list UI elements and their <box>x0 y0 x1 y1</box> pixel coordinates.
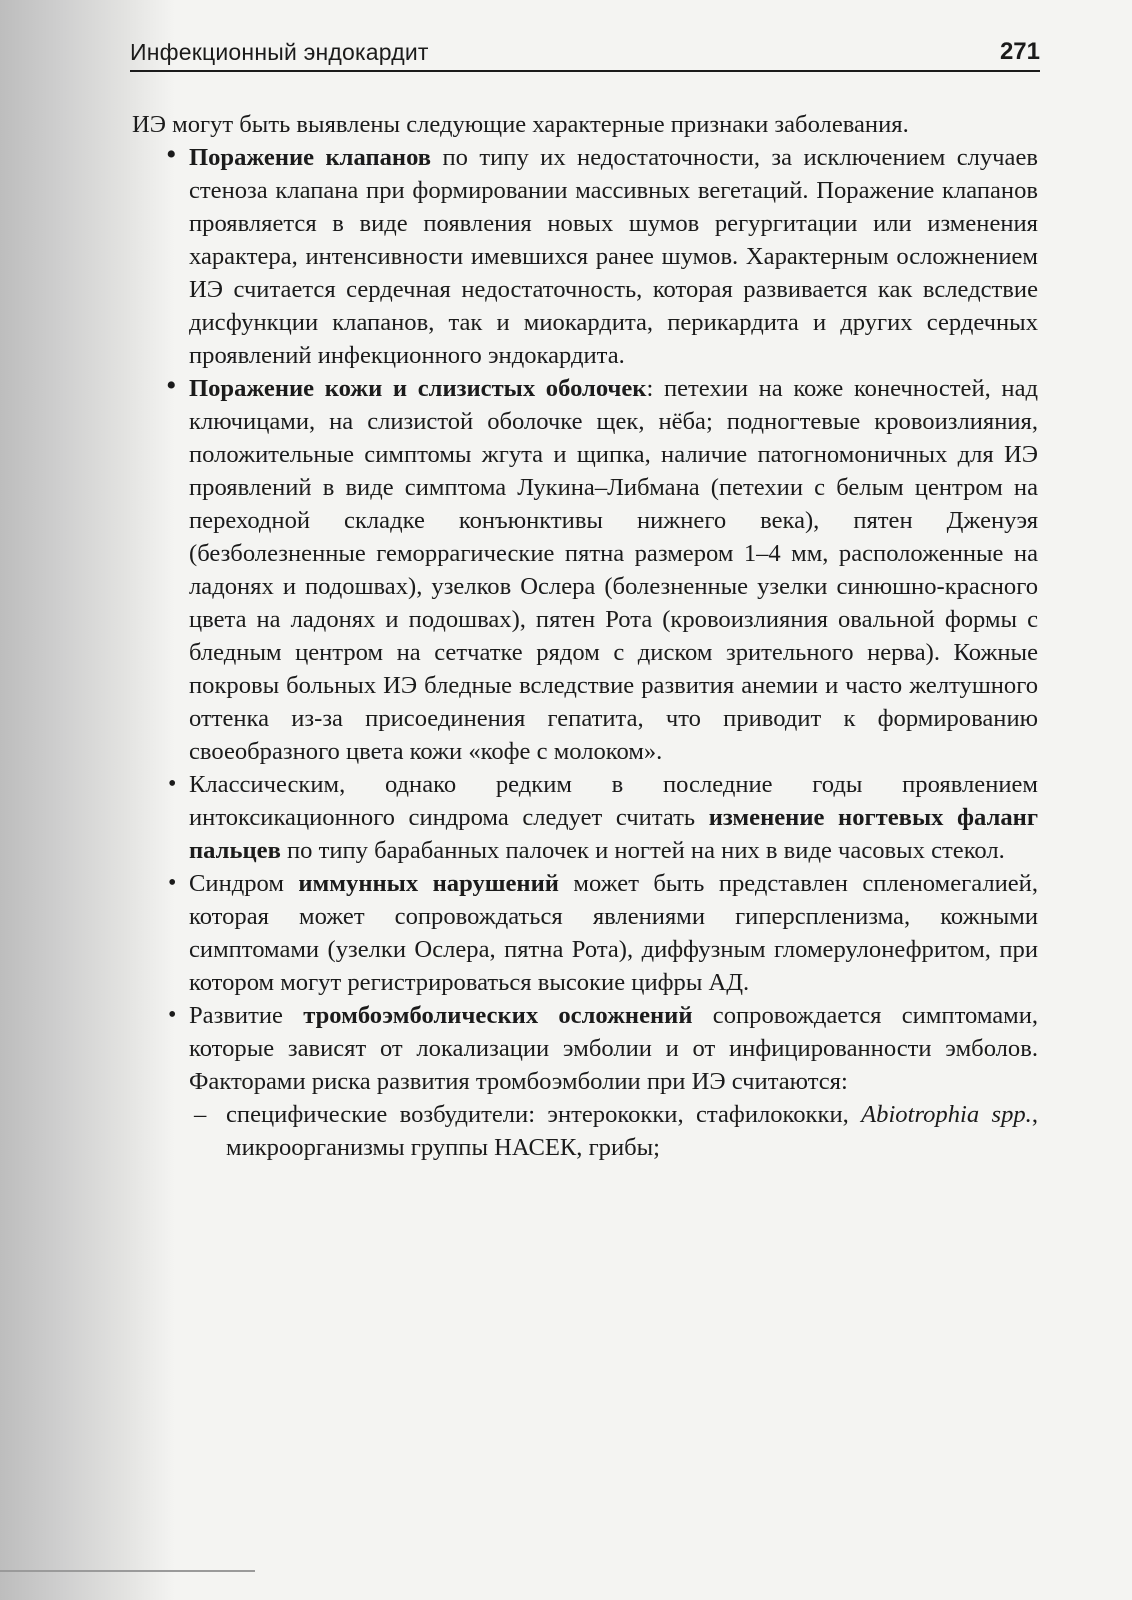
list-item-text: : петехии на коже конечностей, над ключицами, на слизистой оболочке щек, нёба; подногтевые кровоизлияния, положительные симптомы жгута и щипка, наличие патогномоничных для ИЭ проявлений в виде симптома Лукина–Либмана (петехии с белым центром на переходной складке конъюнктивы нижнего века), пятен Дженуэя (безболезненные геморрагические пятна размером 1–4 мм, расположенные на ладонях и подошвах), узелков Ослера (болезненные узелки синюшно-красного цвета на ладонях и подошвах), пятен Рота (кровоизлияния овальной формы с бледным центром на сетчатке рядом с диском зрительного нерва). Кожные покровы больных ИЭ бледные вследствие развития анемии и часто желтушного оттенка из-за присоединения гепатита, что приводит к формированию своеобразного цвета кожи «кофе с молоком». <box>189 375 1038 765</box>
list-item-lead: Синдром <box>189 870 299 897</box>
list-item-thromboembolic <box>132 999 1038 1098</box>
list-item-nail-phalanges <box>132 768 1038 867</box>
bullet-icon: • <box>168 771 177 797</box>
bullet-icon: • <box>168 1002 177 1028</box>
list-item-lead: Развитие <box>189 1002 304 1029</box>
page-header <box>130 34 1040 72</box>
running-title: Инфекционный эндокардит <box>130 39 429 65</box>
bottom-rule <box>0 1570 255 1572</box>
page-number: 271 <box>999 38 1040 65</box>
list-item-term: Поражение кожи и слизистых оболочек <box>189 375 647 402</box>
list-item-term: иммунных нарушений <box>298 870 559 897</box>
bullet-icon: • <box>166 138 177 171</box>
list-item-lead: Классическим, однако редким в последние годы проявлением интоксикационного синдрома следует считать <box>189 771 1038 831</box>
list-item-term: изменение ногтевых фаланг пальцев <box>189 804 1039 864</box>
list-item-valves <box>132 138 1038 372</box>
dash-marker: – <box>194 1101 207 1128</box>
bullet-icon: • <box>168 870 177 896</box>
pathogen-italic: Abiotrophia spp. <box>861 1101 1032 1128</box>
list-item-immune <box>132 867 1038 999</box>
list-item-text: по типу барабанных палочек и ногтей на них в виде часовых стекол. <box>280 837 1005 864</box>
list-item-text: может быть представлен спленомегалией, которая может сопровождаться явлениями гиперспленизма, кожными симптомами (узелки Ослера, пятна Рота), диффузным гломерулонефритом, при котором могут регистрироваться высокие цифры АД. <box>189 870 1038 996</box>
list-item-skin <box>132 369 1038 768</box>
list-item-text: сопровождается симптомами, которые зависят от локализации эмболии и от инфицированности эмболов. Факторами риска развития тромбоэмболии при ИЭ считаются: <box>189 1002 1039 1095</box>
list-item-text: по типу их недостаточности, за исключением случаев стеноза клапана при формировании массивных вегетаций. Поражение клапанов проявляется в виде появления новых шумов регургитации или изменения характера, интенсивности имевшихся ранее шумов. Характерным осложнением ИЭ считается сердечная недостаточность, которая развивается как вследствие дисфункции клапанов, так и миокардита, перикардита и других сердечных проявлений инфекционного эндокардита. <box>189 144 1038 369</box>
sub-list-item-pathogens <box>132 1098 1038 1164</box>
bullet-icon: • <box>166 369 177 402</box>
intro-paragraph: ИЭ могут быть выявлены следующие характерные признаки заболевания. <box>132 111 909 138</box>
list-item-term: Поражение клапанов <box>189 144 432 171</box>
sub-list-item-text: , микроорганизмы группы НАСЕК, грибы; <box>226 1101 1038 1161</box>
page-body <box>132 108 1038 1164</box>
sub-list-item-lead: специфические возбудители: энтерококки, стафилококки, <box>226 1101 862 1128</box>
list-item-term: тромбоэмболических осложнений <box>303 1002 693 1029</box>
